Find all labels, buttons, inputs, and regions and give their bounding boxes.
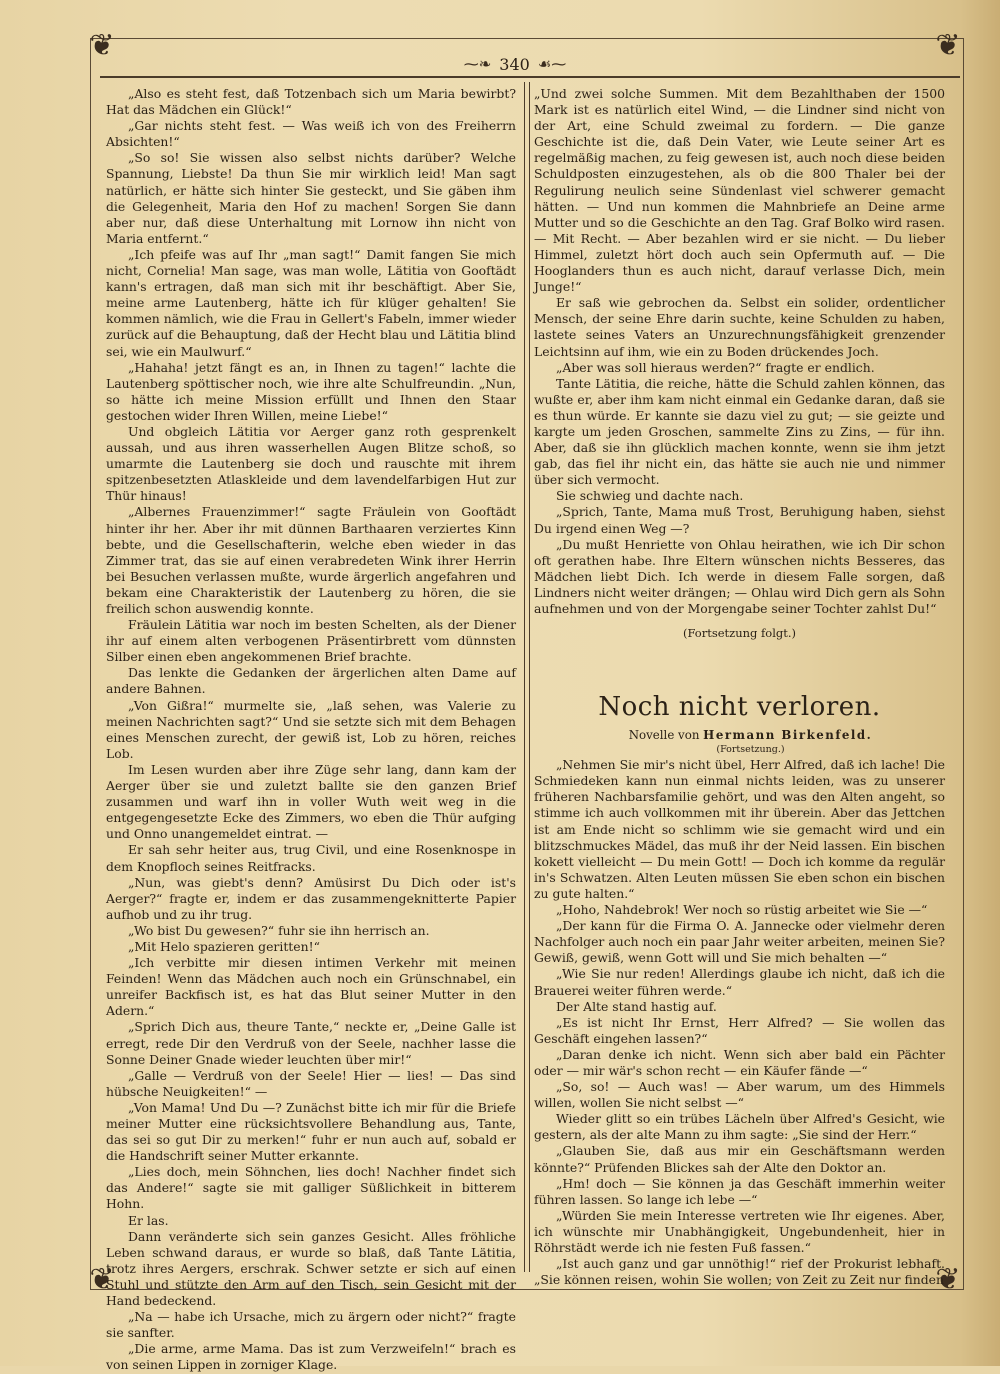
paragraph: Er saß wie gebrochen da. Selbst ein solider, ordentlicher Mensch, der seine Ehre darin suchte, keine Schulden zu haben, lastete seines Vaters an Unzurechnungsfähigkeit grenzender Leichtsinn auf ihm, wie ein zu Boden drückendes Joch.	[534, 295, 945, 359]
paragraph: „Wie Sie nur reden! Allerdings glaube ich nicht, daß ich die Brauerei weiter führen werde.“	[534, 966, 945, 998]
paragraph: „Würden Sie mein Interesse vertreten wie Ihr eigenes. Aber, ich wünschte mir Unabhängigkeit, Ungebundenheit, hier in Röhrstädt werde ich nie festen Fuß fassen.“	[534, 1207, 945, 1255]
paragraph: Das lenkte die Gedanken der ärgerlichen alten Dame auf andere Bahnen.	[106, 665, 516, 697]
paragraph: „Von Gißra!“ murmelte sie, „laß sehen, was Valerie zu meinen Nachrichten sagt?“ Und sie setzte sich mit dem Behagen eines Menschen zurecht, der gewiß ist, Lob zu hören, reiches Lob.	[106, 697, 516, 761]
corner-ornament-icon: ❦	[89, 1262, 115, 1297]
paragraph: „Lies doch, mein Söhnchen, lies doch! Nachher findet sich das Andere!“ sagte sie mit galliger Süßlichkeit in bitterem Hohn.	[106, 1164, 516, 1212]
paragraph: „Ist auch ganz und gar unnöthig!“ rief der Prokurist lebhaft. „Sie können reisen, wohin Sie wollen; von Zeit zu Zeit nur finden	[534, 1256, 945, 1288]
paragraph: „Glauben Sie, daß aus mir ein Geschäftsmann werden könnte?“ Prüfenden Blickes sah der Alte den Doktor an.	[534, 1143, 945, 1175]
article-title: Noch nicht verloren.	[598, 692, 881, 723]
to-be-continued-note: (Fortsetzung folgt.)	[682, 626, 797, 641]
paragraph: „Galle — Verdruß von der Seele! Hier — lies! — Das sind hübsche Neuigkeiten!“ —	[106, 1067, 516, 1099]
paragraph: Wieder glitt so ein trübes Lächeln über Alfred's Gesicht, wie gestern, als der alte Mann zu ihm sagte: „Sie sind der Herr.“	[534, 1111, 945, 1143]
paragraph: „Der kann für die Firma O. A. Jannecke oder vielmehr deren Nachfolger auch noch ein paar Jahr weiter arbeiten, meinen Sie? Gewiß, gewiß, wenn Gott will und Sie mich behalten —“	[534, 918, 945, 966]
paragraph: „Sprich Dich aus, theure Tante,“ neckte er, „Deine Galle ist erregt, rede Dir den Verdruß von der Seele, nachher lasse die Sonne Deiner Gnade wieder leuchten über mir!“	[106, 1019, 516, 1067]
author-name: Hermann Birkenfeld.	[703, 728, 873, 743]
left-column	[106, 86, 516, 1374]
header-rule	[100, 76, 960, 78]
paragraph: „Na — habe ich Ursache, mich zu ärgern oder nicht?“ fragte sie sanfter.	[106, 1309, 516, 1341]
page-header	[440, 52, 590, 76]
paragraph: Dann veränderte sich sein ganzes Gesicht. Alles fröhliche Leben schwand daraus, er wurde so blaß, daß Tante Lätitia, trotz ihres Aergers, erschrak. Schwer setzte er sich auf einen Stuhl und stützte den Arm auf den Tisch, sein Gesicht mit der Hand bedeckend.	[106, 1228, 516, 1309]
paragraph: Und obgleich Lätitia vor Aerger ganz roth gesprenkelt aussah, und aus ihren wasserhellen Augen Blitze schoß, so umarmte die Lautenberg sie doch und rauschte mit ihrem spitzenbesetzten Atlaskleide und dem lavendelfarbigen Hut zur Thür hinaus!	[106, 423, 516, 504]
paragraph: „Ich verbitte mir diesen intimen Verkehr mit meinen Feinden! Wenn das Mädchen auch noch ein Grünschnabel, ein unreifer Backfisch ist, es hat das Blut seiner Mutter in den Adern.“	[106, 955, 516, 1019]
paragraph: Er las.	[128, 1212, 169, 1228]
right-column	[534, 86, 945, 1288]
paragraph: „Ich pfeife was auf Ihr „man sagt!“ Damit fangen Sie mich nicht, Cornelia! Man sage, was man wolle, Lätitia von Gooftädt kann's ertragen, daß man sich mit ihr beschäftigt. Aber Sie, meine arme Lautenberg, hätte ich für klüger gehalten! Sie kommen nämlich, wie die Frau in Gellert's Fabeln, immer wieder zurück auf die Behauptung, daß der Hecht blau und Lätitia blind sei, wie ein Maulwurf.“	[106, 246, 516, 359]
paragraph: „Aber was soll hieraus werden?“ fragte er endlich.	[556, 359, 875, 375]
paragraph: „Nehmen Sie mir's nicht übel, Herr Alfred, daß ich lache! Die Schmiedeken kann nun einmal nichts leiden, was zu unserer früheren Nachbarsfamilie gehört, und was den Alten angeht, so stimme ich auch vollkommen mit ihr überein. Aber das Jettchen ist am Ende nicht so schlimm wie sie gemacht wird und ein blitzschmuckes Mädel, das muß ihr der Neid lassen. Ein bischen kokett vielleicht — Du mein Gott! — Doch ich komme da regulär in's Schwatzen. Alten Leuten müssen Sie eben schon ein bischen zu gute halten.“	[534, 757, 945, 901]
paragraph: „Albernes Frauenzimmer!“ sagte Fräulein von Gooftädt hinter ihr her. Aber ihr mit dünnen Barthaaren verziertes Kinn bebte, und die Gesellschafterin, welche eben wieder in das Zimmer trat, das sie auf einen verabredeten Wink ihrer Herrin bei Besuchen verlassen mußte, wurde ärgerlich angefahren und bekam eine Charakteristik der Lautenberg zu hören, die sie freilich schon auswendig konnte.	[106, 504, 516, 616]
byline-prefix: Novelle von	[628, 728, 700, 743]
paragraph: „Du mußt Henriette von Ohlau heirathen, wie ich Dir schon oft gerathen habe. Ihre Eltern wünschen nichts Besseres, das Mädchen liebt Dich. Ich werde in diesem Falle sorgen, daß Lindners nicht weiter drängen; — Ohlau wird Dich gern als Sohn aufnehmen und von der Morgengabe seiner Tochter zahlst Du!“	[534, 536, 945, 616]
paragraph: Er sah sehr heiter aus, trug Civil, und eine Rosenknospe in dem Knopfloch seines Reitfracks.	[106, 842, 516, 874]
corner-ornament-icon: ❦	[935, 28, 961, 63]
paragraph: Im Lesen wurden aber ihre Züge sehr lang, dann kam der Aerger über sie und zuletzt ballte sie den ganzen Brief zusammen und warf ihn in voller Wuth weit weg in die entgegengesetzte Ecke des Zimmers, wo eben die Thür aufging und Onno unangemeldet eintrat. —	[106, 761, 516, 842]
paragraph: „Daran denke ich nicht. Wenn sich aber bald ein Pächter oder — mir wär's schon recht — ein Käufer fände —“	[534, 1046, 945, 1078]
paragraph: Tante Lätitia, die reiche, hätte die Schuld zahlen können, das wußte er, aber ihm kam nicht einmal ein Gedanke daran, daß sie es thun würde. Er kannte sie dazu viel zu gut; — sie geizte und kargte um jeden Groschen, sammelte Zins zu Zins, — für ihn. Aber, daß sie ihn glücklich machen konnte, wenn sie ihm jetzt gab, das fiel ihr nicht ein, das hätte sie auch nie und nimmer über sich vermocht.	[534, 375, 945, 488]
paragraph: Fräulein Lätitia war noch im besten Schelten, als der Diener ihr auf einem alten verbogenen Präsentirbrett vom dünnsten Silber einen eben angekommenen Brief brachte.	[106, 617, 516, 665]
paragraph: „Sprich, Tante, Mama muß Trost, Beruhigung haben, siehst Du irgend einen Weg —?	[534, 504, 945, 536]
corner-ornament-icon: ❦	[89, 28, 115, 63]
column-divider	[524, 82, 530, 1272]
paragraph: „Hahaha! jetzt fängt es an, in Ihnen zu tagen!“ lachte die Lautenberg spöttischer noch, wie ihre alte Schulfreundin. „Nun, so hätte ich meine Mission erfüllt und Ihnen den Staar gestochen wider Ihren Willen, meine Liebe!“	[106, 359, 516, 423]
paragraph: „Also es steht fest, daß Totzenbach sich um Maria bewirbt? Hat das Mädchen ein Glück!“	[106, 86, 516, 118]
paragraph: „Mit Helo spazieren geritten!“	[128, 938, 320, 954]
paragraph: „Die arme, arme Mama. Das ist zum Verzweifeln!“ brach es von seinen Lippen in zorniger Klage.	[106, 1341, 516, 1373]
paragraph: „So so! Sie wissen also selbst nichts darüber? Welche Spannung, Liebste! Da thun Sie mir wirklich leid! Man sagt natürlich, er hätte sich hinter Sie gesteckt, und Sie gäben ihm die Gelegenheit, Maria den Hof zu machen! Sorgen Sie dann aber nur, daß diese Unterhaltung mit Lornow ihn nicht von Maria entfernt.“	[106, 150, 516, 246]
continuation-note: (Fortsetzung.)	[716, 744, 785, 756]
paragraph: „So, so! — Auch was! — Aber warum, um des Himmels willen, wollen Sie nicht selbst —“	[534, 1079, 945, 1111]
paragraph: „Von Mama! Und Du —? Zunächst bitte ich mir für die Briefe meiner Mutter eine rücksichtsvollere Behandlung aus, Tante, das sei so gut Dir zu merken!“ fuhr er nun auch auf, sobald er die Handschrift seiner Mutter erkannte.	[106, 1099, 516, 1164]
paragraph: „Wo bist Du gewesen?“ fuhr sie ihn herrisch an.	[128, 922, 430, 938]
paragraph: „Nun, was giebt's denn? Amüsirst Du Dich oder ist's Aerger?“ fragte er, indem er das zusammengeknitterte Papier aufhob und zu ihr trug.	[106, 874, 516, 922]
article-byline	[534, 727, 945, 743]
page-number: 340	[499, 54, 530, 74]
paragraph: Der Alte stand hastig auf.	[556, 998, 717, 1014]
corner-ornament-icon: ❦	[935, 1262, 961, 1297]
paragraph: „Hm! doch — Sie können ja das Geschäft immerhin weiter führen lassen. So lange ich lebe —“	[534, 1175, 945, 1207]
right-flourish-icon: ☙⁓	[537, 55, 567, 73]
paragraph: „Gar nichts steht fest. — Was weiß ich von des Freiherrn Absichten!“	[106, 118, 516, 150]
paragraph: Sie schwieg und dachte nach.	[556, 488, 744, 504]
paragraph: „Es ist nicht Ihr Ernst, Herr Alfred? — Sie wollen das Geschäft eingehen lassen?“	[534, 1014, 945, 1046]
paragraph: „Und zwei solche Summen. Mit dem Bezahlthaben der 1500 Mark ist es natürlich eitel Wind, — die Lindner sind nicht von der Art, eine Schuld zweimal zu fordern. — Die ganze Geschichte ist die, daß Dein Vater, wie Leute seiner Art es regelmäßig machen, zu feig gewesen ist, auch noch diese beiden Schuldposten einzugestehen, als ob die 800 Thaler bei der Regulirung neulich seine Sündenlast viel schwerer gemacht hätten. — Und nun kommen die Mahnbriefe an Deine arme Mutter und so die Geschichte an den Tag. Graf Bolko wird rasen. — Mit Recht. — Aber bezahlen wird er sie nicht. — Du lieber Himmel, zuletzt hört doch auch sein Opfermuth auf. — Die Hooglanders thun es auch nicht, darauf verlasse Dich, mein Junge!“	[534, 86, 945, 295]
left-flourish-icon: ⁓❧	[463, 55, 492, 73]
paragraph: „Hoho, Nahdebrok! Wer noch so rüstig arbeitet wie Sie —“	[556, 902, 928, 918]
